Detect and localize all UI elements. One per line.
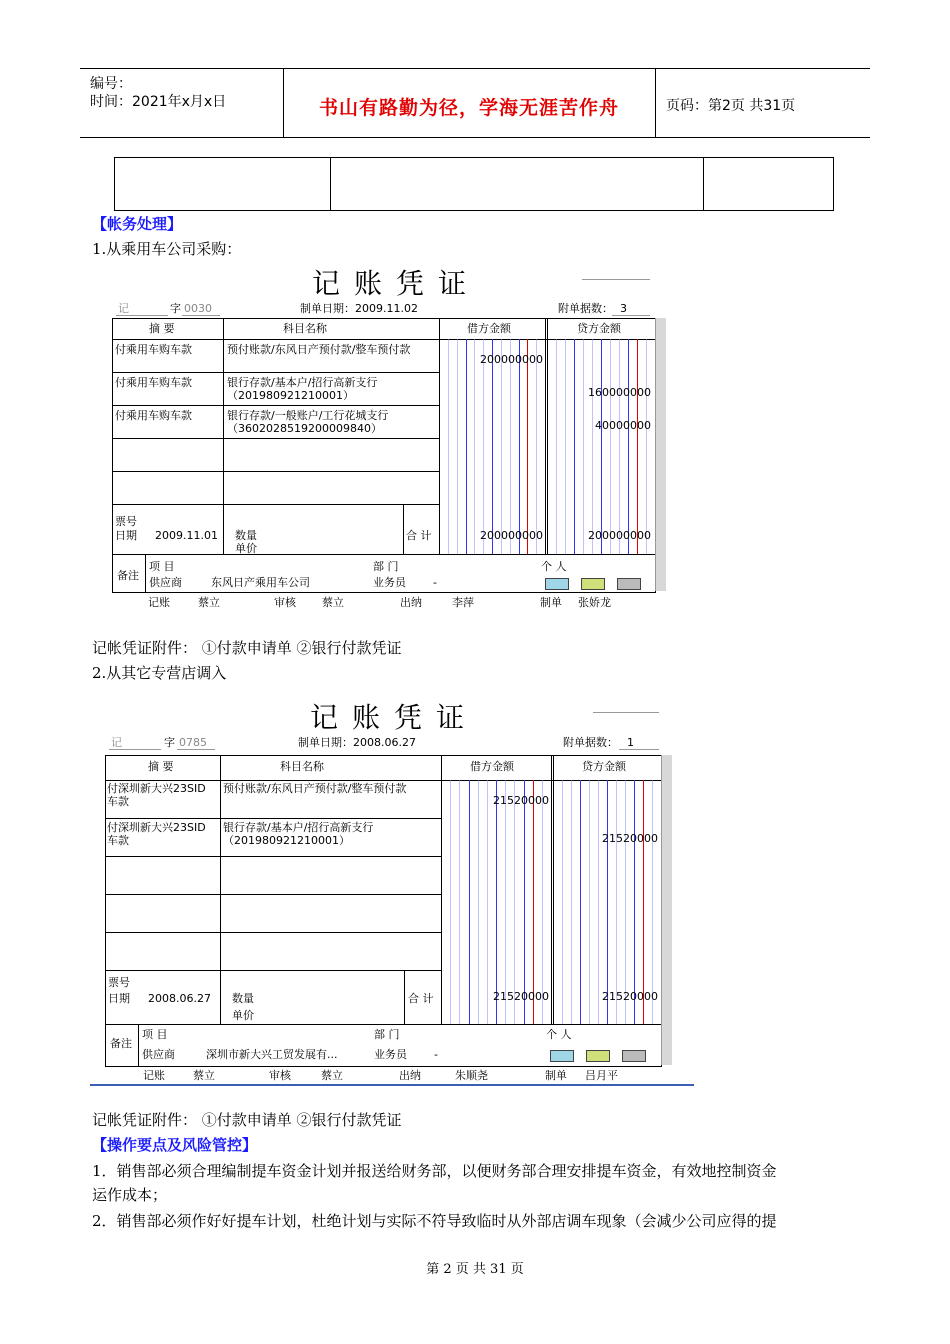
- row-1-account: 预付账款/东风日产预付款/整车预付款: [223, 782, 407, 795]
- price-label: 单价: [232, 1009, 254, 1022]
- col-divider: [138, 1024, 139, 1066]
- digit-line: [628, 339, 629, 554]
- col-divider: [547, 319, 548, 554]
- row-divider: [106, 894, 441, 895]
- digit-line: [565, 339, 566, 554]
- digit-line: [574, 339, 575, 554]
- remark-label: 备注: [117, 569, 139, 582]
- row-2-summary-line2: 车款: [107, 834, 129, 847]
- digit-line: [478, 780, 479, 1024]
- row-1-summary: 付乘用车购车款: [115, 343, 192, 356]
- sig-bookkeeping-name: 蔡立: [198, 596, 220, 609]
- voucher-number: 0030: [184, 302, 212, 315]
- row-divider: [113, 372, 439, 373]
- section-accounting-heading: 【帐务处理】: [92, 215, 183, 233]
- row-divider: [106, 818, 441, 819]
- tool-icon[interactable]: [617, 578, 641, 590]
- col-account-header: 科目名称: [280, 760, 324, 773]
- voucher-date: 制单日期：2009.11.02: [300, 302, 418, 315]
- voucher-date: 制单日期：2008.06.27: [298, 736, 416, 749]
- digit-line: [448, 339, 449, 554]
- motto-text: 书山有路勤为径，学海无涯苦作舟: [318, 97, 619, 119]
- tool-icon[interactable]: [622, 1050, 646, 1062]
- row-divider: [106, 1024, 661, 1025]
- underline: [619, 749, 659, 750]
- sig-audit: 审核: [274, 596, 296, 609]
- attach-label: 附单据数：: [558, 302, 613, 315]
- salesman-value: -: [433, 576, 437, 589]
- sig-audit-name: 蔡立: [322, 596, 344, 609]
- digit-line: [492, 339, 493, 554]
- total-label: 合 计: [408, 992, 434, 1005]
- dept-label: 部 门: [374, 1028, 400, 1041]
- project-label: 项 目: [149, 560, 175, 573]
- digit-line: [592, 339, 593, 554]
- row-2-credit: 21520000: [602, 832, 658, 845]
- sig-cashier-name: 李萍: [452, 596, 474, 609]
- digit-line: [634, 780, 635, 1024]
- row-divider: [106, 970, 441, 971]
- voucher-2: [105, 694, 675, 1086]
- col-debit-header: 借方金额: [470, 760, 514, 773]
- project-label: 项 目: [142, 1028, 168, 1041]
- page-number-label: 页码：第2页 共31页: [666, 98, 796, 114]
- item-1-text: 1.从乘用车公司采购：: [92, 240, 242, 258]
- page-header: [80, 68, 870, 138]
- digit-line: [583, 339, 584, 554]
- digit-line: [607, 780, 608, 1024]
- col-divider: [403, 504, 404, 554]
- row-2-credit: 160000000: [588, 386, 651, 399]
- supplier-value: 深圳市新大兴工贸发展有...: [206, 1048, 338, 1061]
- col-credit-header: 贷方金额: [577, 322, 621, 335]
- digit-line: [510, 339, 511, 554]
- header-info-cell: [80, 69, 284, 137]
- attach-label: 附单据数：: [563, 736, 618, 749]
- digit-line: [496, 780, 497, 1024]
- date-row-label: 日期: [115, 529, 137, 542]
- digit-line: [562, 780, 563, 1024]
- sig-maker-name: 吕月平: [585, 1069, 618, 1082]
- digit-line: [474, 339, 475, 554]
- total-label: 合 计: [406, 529, 432, 542]
- digit-line: [487, 780, 488, 1024]
- attach-2-text: 记帐凭证附件： ①付款申请单 ②银行付款凭证: [92, 1111, 402, 1129]
- digit-line: [556, 339, 557, 554]
- underline: [612, 315, 650, 316]
- digit-line: [505, 780, 506, 1024]
- voucher-number: 0785: [179, 736, 207, 749]
- col-divider: [553, 756, 554, 1024]
- digit-line: [457, 339, 458, 554]
- ticket-label: 票号: [108, 976, 130, 989]
- table-divider: [330, 158, 331, 210]
- voucher-title: 记账凭证: [312, 267, 481, 300]
- item-2-text: 2.从其它专营店调入: [92, 664, 227, 682]
- row-1-debit: 200000000: [480, 353, 543, 366]
- sig-audit-name: 蔡立: [321, 1069, 343, 1082]
- date-row-label: 日期: [108, 992, 130, 1005]
- page-footer: 第 2 页 共 31 页: [426, 1262, 524, 1277]
- photo-icon[interactable]: [586, 1050, 610, 1062]
- digit-line: [619, 339, 620, 554]
- col-credit-header: 贷方金额: [582, 760, 626, 773]
- title-underline: [582, 279, 650, 280]
- supplier-value: 东风日产乘用车公司: [211, 576, 310, 589]
- dept-label: 部 门: [373, 560, 399, 573]
- sig-bookkeeping-name: 蔡立: [193, 1069, 215, 1082]
- row-2-account-line2: （201980921210001）: [223, 834, 350, 847]
- digit-line: [601, 339, 602, 554]
- row-divider: [113, 438, 439, 439]
- supplier-label: 供应商: [142, 1048, 175, 1061]
- digit-line: [533, 780, 534, 1024]
- person-label: 个 人: [546, 1028, 572, 1041]
- digit-line: [466, 339, 467, 554]
- digit-line: [652, 780, 653, 1024]
- sig-audit: 审核: [269, 1069, 291, 1082]
- digit-line: [536, 339, 537, 554]
- total-debit: 200000000: [480, 529, 543, 542]
- photo-icon[interactable]: [581, 578, 605, 590]
- para-1-continued: 运作成本；: [92, 1186, 168, 1204]
- col-divider: [441, 756, 442, 1024]
- ticket-date-value: 2009.11.01: [155, 529, 218, 542]
- document-time-label: 时间：2021年x月x日: [90, 94, 227, 110]
- sig-bookkeeping: 记账: [143, 1069, 165, 1082]
- row-1-account: 预付账款/东风日产预付款/整车预付款: [227, 343, 411, 356]
- digit-line: [542, 780, 543, 1024]
- sig-cashier: 出纳: [399, 1069, 421, 1082]
- attach-1-text: 记帐凭证附件： ①付款申请单 ②银行付款凭证: [92, 639, 402, 657]
- voucher-type: 记: [118, 302, 129, 315]
- sig-bookkeeping: 记账: [148, 596, 170, 609]
- card-icon[interactable]: [545, 578, 569, 590]
- sig-maker-name: 张娇龙: [578, 596, 611, 609]
- row-divider: [106, 856, 441, 857]
- salesman-label: 业务员: [374, 1048, 407, 1061]
- total-credit: 200000000: [588, 529, 651, 542]
- row-3-account-line2: （3602028519200009840）: [227, 422, 382, 435]
- underline: [109, 749, 161, 750]
- ticket-label: 票号: [115, 515, 137, 528]
- voucher-scrollbar[interactable]: [661, 755, 672, 1065]
- digit-line: [527, 339, 528, 554]
- salesman-value: -: [434, 1048, 438, 1061]
- underline: [177, 749, 215, 750]
- digit-line: [589, 780, 590, 1024]
- col-divider: [404, 970, 405, 1024]
- row-1-summary: 付深圳新大兴23SID: [107, 782, 206, 795]
- col-divider: [439, 319, 440, 554]
- price-label: 单价: [235, 542, 257, 555]
- total-credit: 21520000: [602, 990, 658, 1003]
- row-2-account: 银行存款/基本户/招行高新支行: [227, 376, 378, 389]
- row-divider: [113, 504, 439, 505]
- qty-label: 数量: [235, 529, 257, 542]
- digit-line: [598, 780, 599, 1024]
- digit-line: [469, 780, 470, 1024]
- row-divider: [113, 471, 439, 472]
- title-underline: [593, 712, 659, 713]
- voucher-grid: [112, 318, 656, 593]
- sig-cashier-name: 朱顺尧: [455, 1069, 488, 1082]
- voucher-grid: [105, 755, 662, 1067]
- col-divider: [551, 756, 552, 1024]
- empty-table: [114, 157, 834, 211]
- digit-line: [450, 780, 451, 1024]
- row-3-summary: 付乘用车购车款: [115, 409, 192, 422]
- voucher-1: [112, 260, 664, 610]
- row-divider: [106, 780, 661, 781]
- row-2-summary: 付乘用车购车款: [115, 376, 192, 389]
- voucher-zi: 字: [164, 736, 175, 749]
- row-1-debit: 21520000: [493, 794, 549, 807]
- col-divider: [223, 319, 224, 554]
- header-motto-cell: [283, 69, 656, 137]
- col-divider: [545, 319, 546, 554]
- digit-line: [637, 339, 638, 554]
- digit-line: [571, 780, 572, 1024]
- card-icon[interactable]: [550, 1050, 574, 1062]
- document-number-label: 编号：: [90, 76, 132, 92]
- digit-line: [501, 339, 502, 554]
- voucher-scrollbar[interactable]: [655, 318, 666, 591]
- digit-line: [580, 780, 581, 1024]
- header-page-cell: [656, 69, 870, 137]
- digit-line: [610, 339, 611, 554]
- attach-count: 1: [627, 736, 634, 749]
- total-debit: 21520000: [493, 990, 549, 1003]
- row-divider: [113, 405, 439, 406]
- digit-line: [643, 780, 644, 1024]
- underline: [116, 315, 168, 316]
- sig-maker: 制单: [540, 596, 562, 609]
- digit-line: [519, 339, 520, 554]
- digit-line: [514, 780, 515, 1024]
- voucher-2-underline: [90, 1084, 694, 1086]
- digit-line: [616, 780, 617, 1024]
- sig-maker: 制单: [545, 1069, 567, 1082]
- sig-cashier: 出纳: [400, 596, 422, 609]
- attach-count: 3: [620, 302, 627, 315]
- col-divider: [145, 554, 146, 592]
- voucher-type: 记: [111, 736, 122, 749]
- col-account-header: 科目名称: [283, 322, 327, 335]
- voucher-title: 记账凭证: [310, 701, 479, 734]
- qty-label: 数量: [232, 992, 254, 1005]
- digit-line: [524, 780, 525, 1024]
- col-summary-header: 摘 要: [148, 760, 174, 773]
- person-label: 个 人: [541, 560, 567, 573]
- row-2-account: 银行存款/基本户/招行高新支行: [223, 821, 374, 834]
- remark-label: 备注: [110, 1037, 132, 1050]
- row-2-account-line2: （201980921210001）: [227, 389, 354, 402]
- supplier-label: 供应商: [149, 576, 182, 589]
- section-ops-heading: 【操作要点及风险管控】: [92, 1136, 258, 1154]
- row-3-account: 银行存款/一般账户/工行花城支行: [227, 409, 389, 422]
- row-3-credit: 40000000: [595, 419, 651, 432]
- digit-line: [459, 780, 460, 1024]
- voucher-zi: 字: [170, 302, 181, 315]
- digit-line: [483, 339, 484, 554]
- row-2-summary: 付深圳新大兴23SID: [107, 821, 206, 834]
- row-divider: [113, 554, 655, 555]
- ticket-date-value: 2008.06.27: [148, 992, 211, 1005]
- row-1-summary-line2: 车款: [107, 795, 129, 808]
- salesman-label: 业务员: [373, 576, 406, 589]
- col-summary-header: 摘 要: [149, 322, 175, 335]
- underline: [182, 315, 220, 316]
- para-2: 2．销售部必须作好好提车计划，杜绝计划与实际不符导致临时从外部店调车现象（会减少公司应得的提: [92, 1212, 777, 1230]
- table-divider: [703, 158, 704, 210]
- col-divider: [220, 756, 221, 1024]
- para-1: 1．销售部必须合理编制提车资金计划并报送给财务部，以便财务部合理安排提车资金，有效地控制资金: [92, 1162, 777, 1180]
- digit-line: [625, 780, 626, 1024]
- col-debit-header: 借方金额: [467, 322, 511, 335]
- row-divider: [106, 932, 441, 933]
- digit-line: [646, 339, 647, 554]
